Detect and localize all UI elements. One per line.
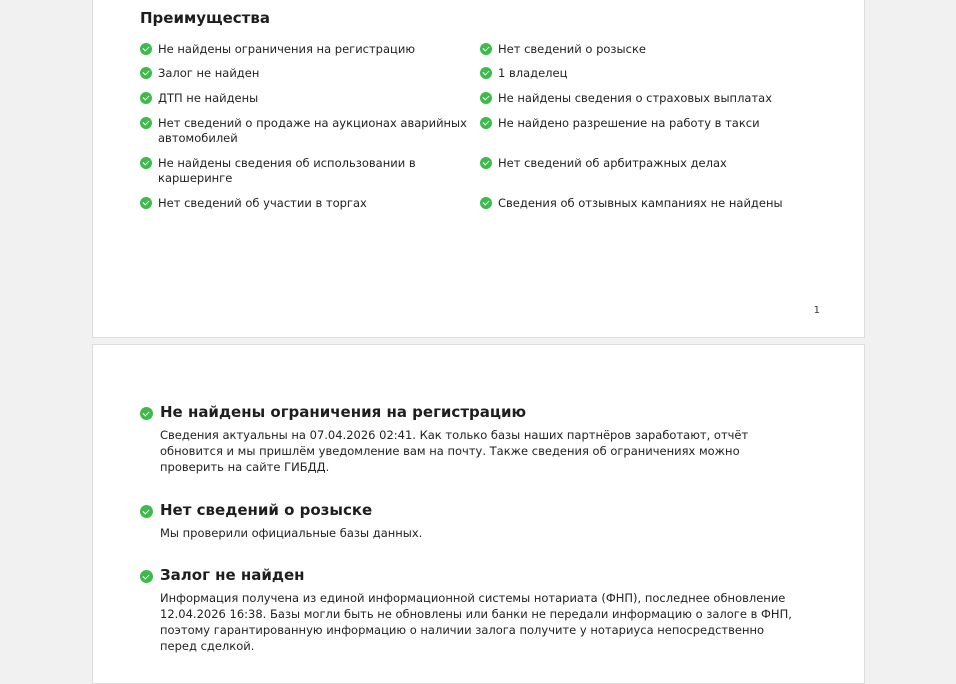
advantage-item [480,116,818,131]
advantage-text: Нет сведений об участии в торгах [158,196,367,210]
advantage-item [480,42,818,57]
page-number: 1 [813,305,820,316]
check-circle-icon [140,407,153,420]
advantage-text: Не найдены ограничения на регистрацию [158,42,416,56]
report-page-2 [92,344,865,684]
advantages-title: Преимущества [140,9,270,27]
advantage-text: Залог не найден [158,66,260,80]
check-circle-icon [140,117,152,129]
advantage-item [480,66,818,81]
advantage-item [480,196,818,211]
section-body: Информация получена из единой информационной системы нотариата (ФНП), последнее обновление 12.04.2026 16:38. Базы могли быть не обновлены или банки не передали информацию о залоге в ФНП, поэтому гарантированную информацию о наличии залога получите у нотариуса непосредственно перед сделкой. [160,591,792,653]
advantage-text: 1 владелец [498,66,568,80]
advantage-item [140,66,478,81]
section-title: Залог не найден [160,566,305,584]
check-circle-icon [140,43,152,55]
check-circle-icon [140,157,152,169]
advantage-text: Нет сведений об арбитражных делах [498,156,727,170]
section-body: Сведения актуальны на 07.04.2026 02:41. Как только базы наших партнёров заработают, отчёт обновится и мы пришлём уведомление вам на почту. Также сведения об ограничениях можно проверить на сайте ГИБДД. [160,428,749,474]
advantage-text: Сведения об отзывных кампаниях не найдены [498,196,783,210]
check-circle-icon [140,505,153,518]
advantage-item [140,91,478,106]
check-circle-icon [140,92,152,104]
advantage-item [480,91,818,106]
check-circle-icon [480,43,492,55]
report-page-1 [92,0,865,338]
section-body: Мы проверили официальные базы данных. [160,526,423,540]
advantage-item [480,156,818,171]
advantage-text: Не найдены сведения о страховых выплатах [498,91,773,105]
advantage-text: Нет сведений о продаже на аукционах аварийных автомобилей [158,116,467,145]
check-circle-icon [480,197,492,209]
check-circle-icon [480,157,492,169]
check-circle-icon [480,117,492,129]
advantage-item [140,196,478,211]
advantage-text: Нет сведений о розыске [498,42,646,56]
advantage-item [140,156,418,186]
advantage-text: Не найдены сведения об использовании в каршеринге [158,156,416,185]
advantage-item [140,116,478,146]
check-circle-icon [140,570,153,583]
advantage-text: ДТП не найдены [158,91,259,105]
check-circle-icon [140,67,152,79]
advantage-item [140,42,478,57]
advantage-text: Не найдено разрешение на работу в такси [498,116,760,130]
check-circle-icon [480,67,492,79]
check-circle-icon [480,92,492,104]
section-title: Не найдены ограничения на регистрацию [160,403,527,421]
check-circle-icon [140,197,152,209]
section-title: Нет сведений о розыске [160,501,373,519]
